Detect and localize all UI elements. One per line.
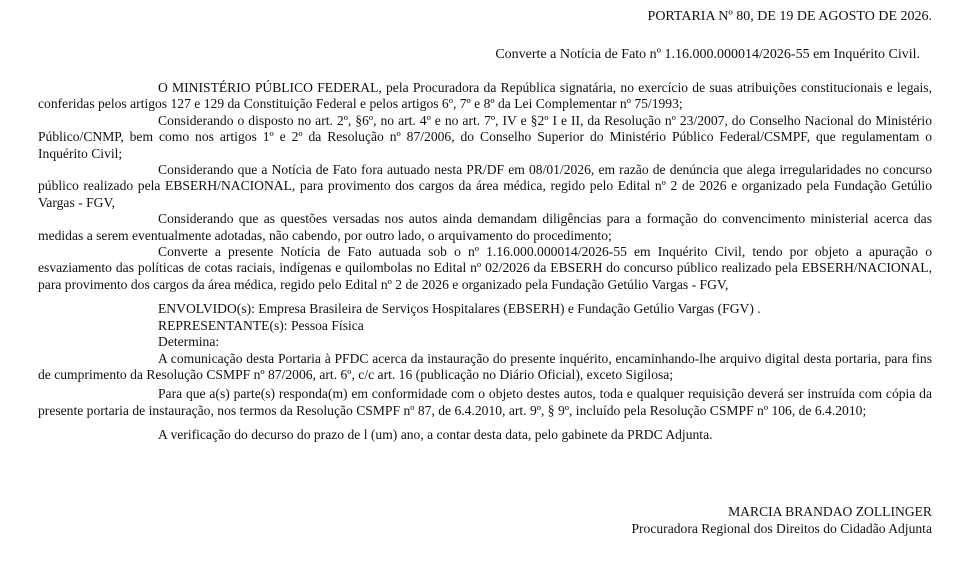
- document-title: PORTARIA Nº 80, DE 19 DE AGOSTO DE 2026.: [647, 9, 932, 24]
- paragraph-considering-1: Considerando o disposto no art. 2º, §6º, no art. 4º e no art. 7º, IV e §2º I e II, da Resolução nº 23/2007, do Conselho Nacional do Ministério Público/CNMP, bem como nos artigos 1º e 2º da Resolução nº 87/2006, do Conselho Superior do Ministério Público Federal/CSMPF, que regulamentam o Inquérito Civil;: [38, 112, 932, 161]
- paragraph-convert: Converte a presente Notícia de Fato autuada sob o nº 1.16.000.000014/2026-55 em Inquérito Civil, tendo por objeto a apuração o esvaziamento das políticas de cotas raciais, indígenas e quilombolas no Edital nº 02/2026 da EBSERH do concurso público realizado pela EBSERH/NACIONAL, para provimento dos cargos da área médica, regido pelo Edital nº 2 de 2026 e organizado pela Fundação Getúlio Vargas - FGV,: [38, 244, 932, 292]
- paragraph-order-3: A verificação do decurso do prazo de l (um) ano, a contar desta data, pelo gabinete da PRDC Adjunta.: [158, 427, 713, 443]
- signature-name: MARCIA BRANDAO ZOLLINGER: [728, 504, 932, 519]
- paragraph-order-2: Para que a(s) parte(s) responda(m) em conformidade com o objeto destes autos, toda e qualquer requisição deverá ser instruída com cópia da presente portaria de instauração, nos termos da Resolução CSMPF nº 87, de 6.4.2010, art. 9º, § 9º, incluído pela Resolução CSMPF nº 106, de 6.4.2010;: [38, 386, 932, 418]
- paragraph-representative: REPRESENTANTE(s): Pessoa Física: [158, 317, 364, 333]
- paragraph-considering-2: Considerando que a Notícia de Fato fora autuado nesta PR/DF em 08/01/2026, em razão de denúncia que alega irregularidades no concurso público realizado pela EBSERH/NACIONAL, para provimento dos cargos da área médica, regido pelo Edital nº 2 de 2026 e organizado pela Fundação Getúlio Vargas - FGV,: [38, 162, 932, 210]
- document-summary: Converte a Notícia de Fato nº 1.16.000.000014/2026-55 em Inquérito Civil.: [495, 47, 920, 62]
- paragraph-determine: Determina:: [158, 334, 220, 350]
- paragraph-involved: ENVOLVIDO(s): Empresa Brasileira de Serviços Hospitalares (EBSERH) e Fundação Getúlio Vargas (FGV) .: [158, 301, 761, 317]
- paragraph-order-1: A comunicação desta Portaria à PFDC acerca da instauração do presente inquérito, encaminhando-lhe arquivo digital desta portaria, para fins de cumprimento da Resolução CSMPF nº 87/2006, art. 6º, c/c art. 16 (publicação no Diário Oficial), exceto Sigilosa;: [38, 350, 932, 382]
- document-body: [38, 80, 932, 444]
- paragraph-intro: O MINISTÉRIO PÚBLICO FEDERAL, pela Procuradora da República signatária, no exercício de suas atribuições constitucionais e legais, conferidas pelos artigos 127 e 129 da Constituição Federal e pelos artigos 6º, 7º e 8º da Lei Complementar nº 75/1993;: [38, 80, 932, 112]
- paragraph-considering-3: Considerando que as questões versadas nos autos ainda demandam diligências para a formação do convencimento ministerial acerca das medidas a serem eventualmente adotadas, não cabendo, por outro lado, o arquivamento do procedimento;: [38, 211, 932, 243]
- signature-role: Procuradora Regional dos Direitos do Cidadão Adjunta: [631, 521, 932, 536]
- signature-block: [631, 503, 932, 537]
